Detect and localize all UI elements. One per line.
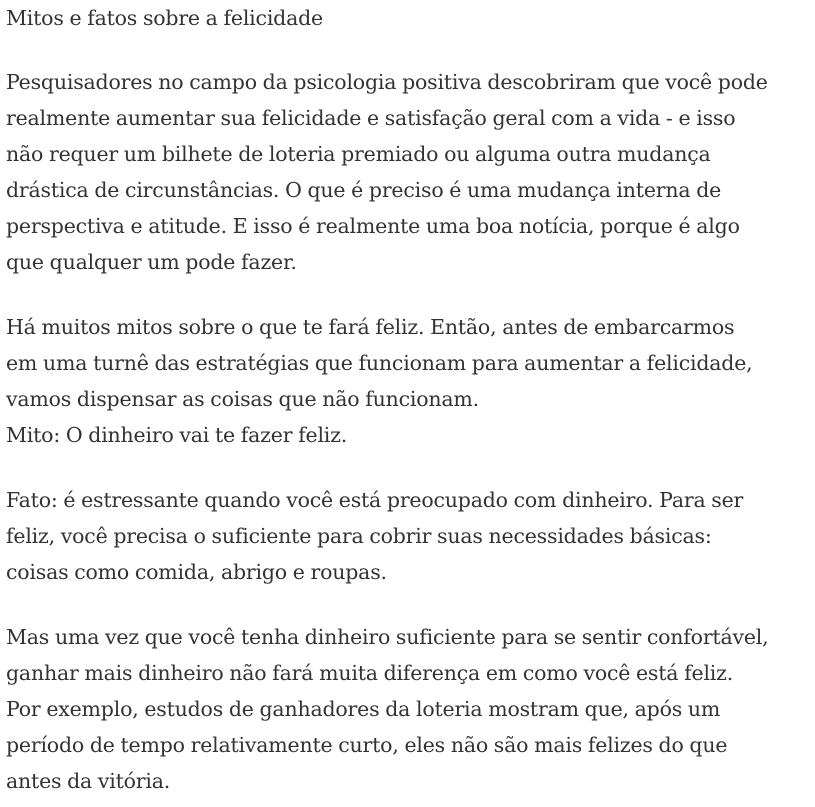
paragraph-line: Há muitos mitos sobre o que te fará feliz. Então, antes de embarcarmos <box>6 315 735 339</box>
paragraph-line: vamos dispensar as coisas que não funcionam. <box>6 387 479 411</box>
paragraph-spacer <box>6 453 815 482</box>
paragraph-spacer <box>6 34 815 64</box>
paragraph-line: ganhar mais dinheiro não fará muita diferença em como você está feliz. <box>6 661 734 685</box>
paragraph-line: antes da vitória. <box>6 769 171 793</box>
paragraph-line: drástica de circunstâncias. O que é preciso é uma mudança interna de <box>6 178 722 202</box>
paragraph-line: Pesquisadores no campo da psicologia positiva descobriram que você pode <box>6 70 768 94</box>
paragraph-line: coisas como comida, abrigo e roupas. <box>6 560 387 584</box>
paragraph-lottery <box>6 619 815 799</box>
paragraph-intro <box>6 64 815 280</box>
myth-statement: Mito: O dinheiro vai te fazer feliz. <box>6 423 348 447</box>
paragraph-line: perspectiva e atitude. E isso é realmente uma boa notícia, porque é algo <box>6 214 740 238</box>
paragraph-line: não requer um bilhete de loteria premiado ou alguma outra mudança <box>6 142 711 166</box>
fact-statement: Fato: é estressante quando você está preocupado com dinheiro. Para ser <box>6 488 744 512</box>
paragraph-fact <box>6 482 815 590</box>
paragraph-spacer <box>6 280 815 309</box>
paragraph-line: realmente aumentar sua felicidade e satisfação geral com a vida - e isso <box>6 106 736 130</box>
paragraph-line: Por exemplo, estudos de ganhadores da loteria mostram que, após um <box>6 697 721 721</box>
paragraph-line: Mas uma vez que você tenha dinheiro suficiente para se sentir confortável, <box>6 625 769 649</box>
paragraph-line: em uma turnê das estratégias que funcionam para aumentar a felicidade, <box>6 351 753 375</box>
paragraph-spacer <box>6 590 815 619</box>
paragraph-line: que qualquer um pode fazer. <box>6 250 297 274</box>
paragraph-line: período de tempo relativamente curto, eles não são mais felizes do que <box>6 733 728 757</box>
paragraph-line: feliz, você precisa o suficiente para cobrir suas necessidades básicas: <box>6 524 712 548</box>
article-title: Mitos e fatos sobre a felicidade <box>6 6 323 30</box>
paragraph-myths <box>6 309 815 453</box>
